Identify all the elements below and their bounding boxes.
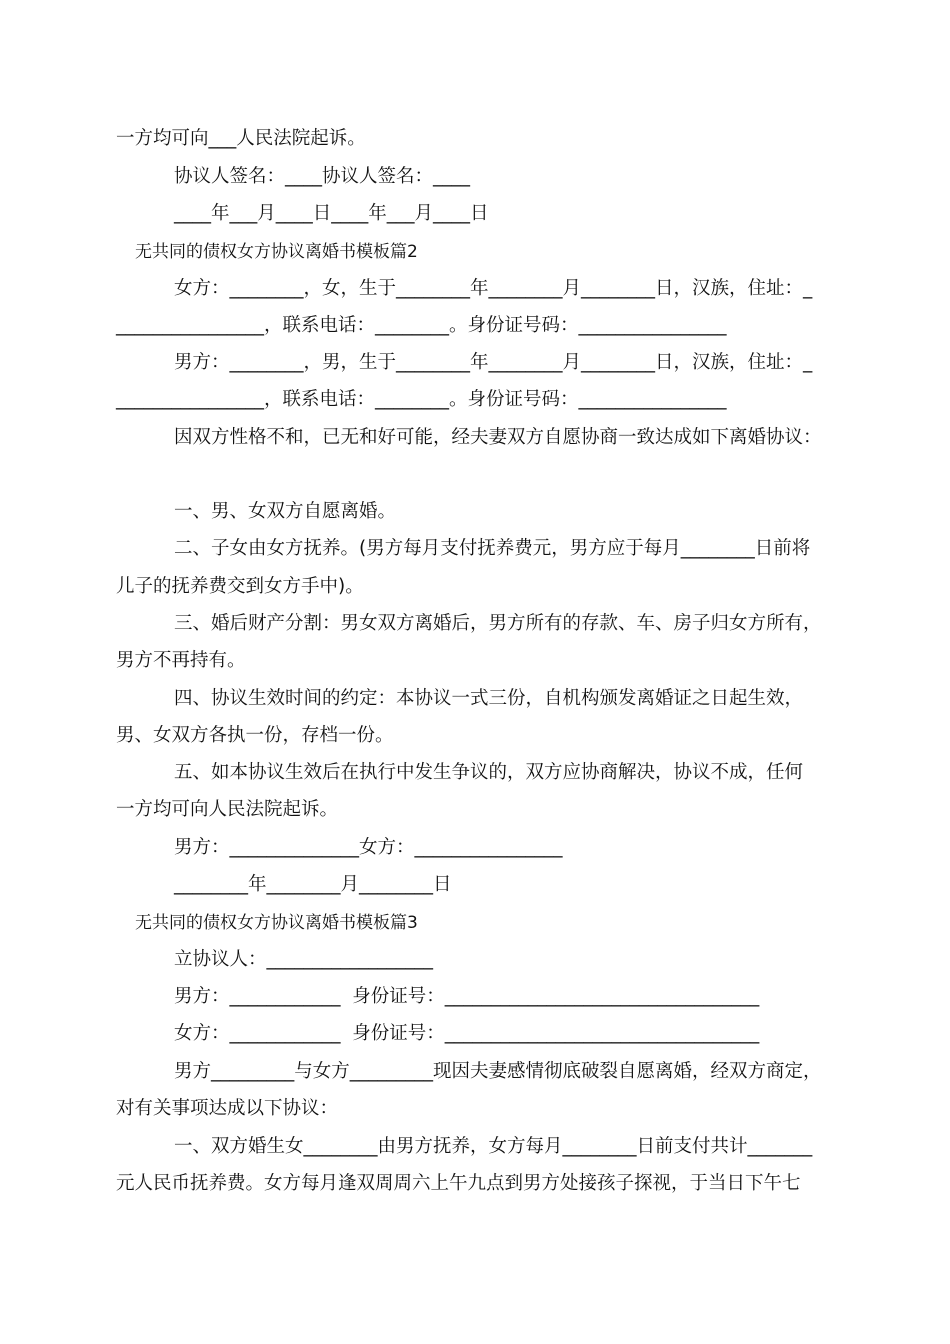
signature-line: 协议人签名：____协议人签名：____ (174, 166, 471, 187)
text-line: 男方_________与女方_________现因夫妻感情彻底破裂自愿离婚，经双方商定， (174, 1061, 822, 1082)
section-heading: 无共同的债权女方协议离婚书模板篇3 (135, 913, 418, 933)
text-line: 对有关事项达成以下协议： (116, 1098, 339, 1119)
text-line: ________________，联系电话：________。身份证号码：________________ (116, 315, 727, 336)
text-line: 因双方性格不和，已无和好可能，经夫妻双方自愿协商一致达成如下离婚协议： (174, 427, 822, 448)
text-line: 一方均可向人民法院起诉。 (116, 799, 339, 820)
text-line: 男方：____________ 身份证号：__________________________________ (174, 986, 760, 1007)
clause-line: 三、婚后财产分割：男女双方离婚后，男方所有的存款、车、房子归女方所有， (174, 613, 822, 634)
text-line: 一方均可向___人民法院起诉。 (116, 128, 366, 149)
clause-line: 四、协议生效时间的约定：本协议一式三份，自机构颁发离婚证之日起生效， (174, 688, 804, 709)
section-heading: 无共同的债权女方协议离婚书模板篇2 (135, 242, 418, 262)
text-line: 女方：____________ 身份证号：__________________________________ (174, 1023, 760, 1044)
text-line: 元人民币抚养费。女方每月逢双周周六上午九点到男方处接孩子探视，于当日下午七 (116, 1173, 801, 1194)
text-line: 立协议人：__________________ (174, 949, 434, 970)
text-line: 儿子的抚养费交到女方手中)。 (116, 576, 364, 597)
date-line: ____年___月____日____年___月____日 (174, 203, 489, 224)
text-line: ________________，联系电话：________。身份证号码：________________ (116, 389, 727, 410)
text-line: 男、女双方各执一份，存档一份。 (116, 725, 394, 746)
clause-line: 五、如本协议生效后在执行中发生争议的，双方应协商解决，协议不成，任何 (174, 762, 804, 783)
signature-line: 男方：______________女方：________________ (174, 837, 563, 858)
clause-line: 二、子女由女方抚养。(男方每月支付抚养费元，男方应于每月________日前将 (174, 538, 811, 559)
clause-line: 一、双方婚生女________由男方抚养，女方每月________日前支付共计_______ (174, 1136, 813, 1157)
text-line: 男方不再持有。 (116, 650, 246, 671)
text-line: 男方：________，男，生于________年________月________日，汉族，住址：_ (174, 352, 813, 373)
clause-line: 一、男、女双方自愿离婚。 (174, 501, 397, 522)
date-line: ________年________月________日 (174, 874, 452, 895)
text-line: 女方：________，女，生于________年________月________日，汉族，住址：_ (174, 278, 813, 299)
